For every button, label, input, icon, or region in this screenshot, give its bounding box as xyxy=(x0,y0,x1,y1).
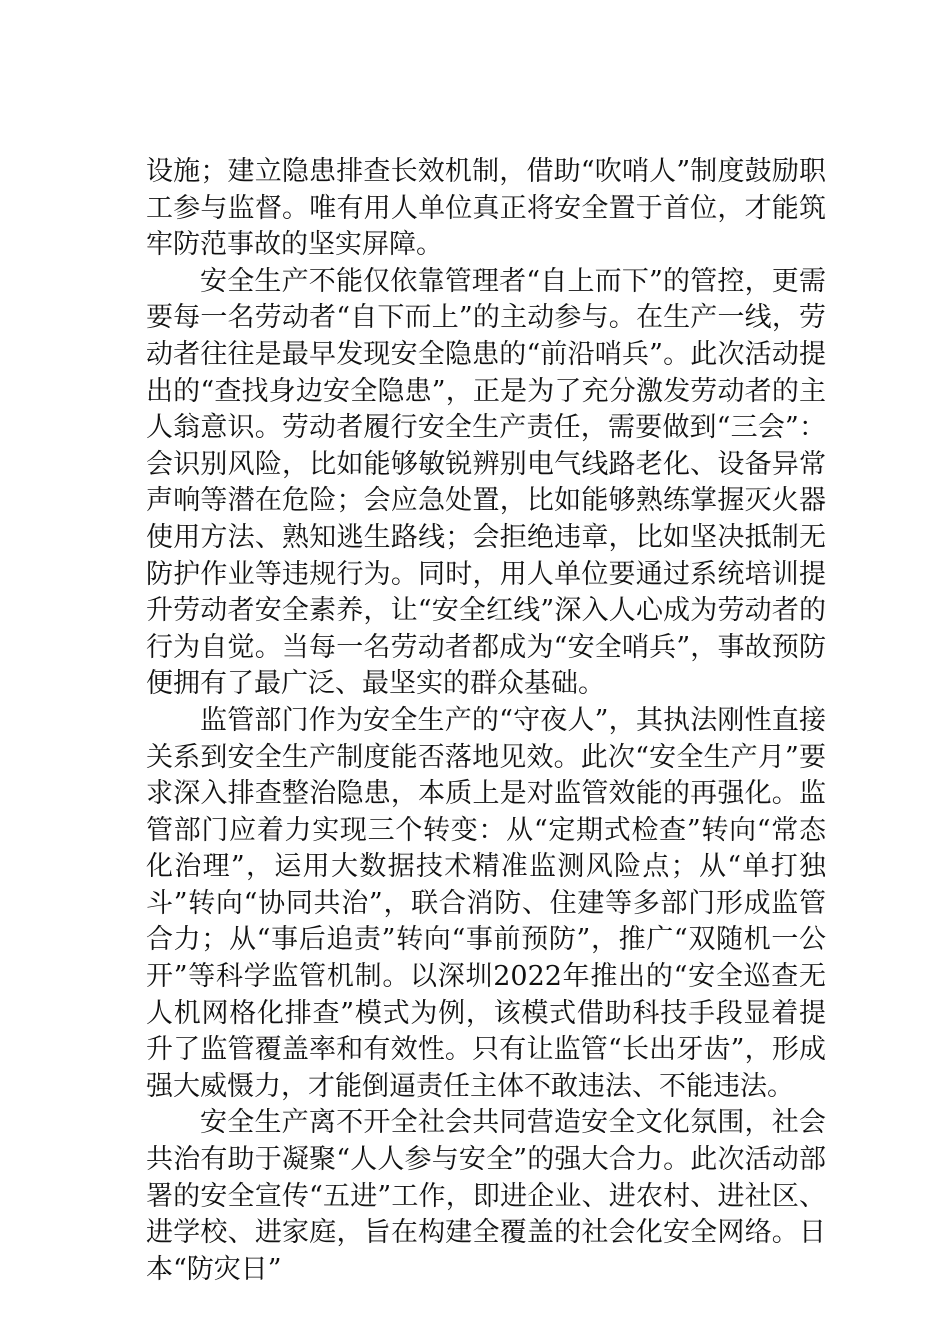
paragraph-social-governance: 安全生产离不开全社会共同营造安全文化氛围，社会共治有助于凝聚“人人参与安全”的强大合力。此次活动部署的安全宣传“五进”工作，即进企业、进农村、进社区、进学校、进家庭，旨在构建全覆盖的社会化安全网络。日本“防灾日” xyxy=(146,1107,826,1285)
body-text xyxy=(146,154,826,1288)
paragraph-worker-participation: 安全生产不能仅依靠管理者“自上而下”的管控，更需要每一名劳动者“自下而上”的主动参与。在生产一线，劳动者往往是最早发现安全隐患的“前沿哨兵”。此次活动提出的“查找身边安全隐患”，正是为了充分激发劳动者的主人翁意识。劳动者履行安全生产责任，需要做到“三会”：会识别风险，比如能够敏锐辨别电气线路老化、设备异常声响等潜在危险；会应急处置，比如能够熟练掌握灭火器使用方法、熟知逃生路线；会拒绝违章，比如坚决抵制无防护作业等违规行为。同时，用人单位要通过系统培训提升劳动者安全素养，让“安全红线”深入人心成为劳动者的行为自觉。当每一名劳动者都成为“安全哨兵”，事故预防便拥有了最广泛、最坚实的群众基础。 xyxy=(146,265,826,700)
paragraph-regulatory-oversight: 监管部门作为安全生产的“守夜人”，其执法刚性直接关系到安全生产制度能否落地见效。此次“安全生产月”要求深入排查整治隐患，本质上是对监管效能的再强化。监管部门应着力实现三个转变：从“定期式检查”转向“常态化治理”，运用大数据技术精准监测风险点；从“单打独斗”转向“协同共治”，联合消防、住建等多部门形成监管合力；从“事后追责”转向“事前预防”，推广“双随机一公开”等科学监管机制。以深圳2022年推出的“安全巡查无人机网格化排查”模式为例，该模式借助科技手段显着提升了监管覆盖率和有效性。只有让监管“长出牙齿”，形成强大威慑力，才能倒逼责任主体不敢违法、不能违法。 xyxy=(146,704,826,1102)
paragraph-continuation: 设施；建立隐患排查长效机制，借助“吹哨人”制度鼓励职工参与监督。唯有用人单位真正将安全置于首位，才能筑牢防范事故的坚实屏障。 xyxy=(146,156,826,261)
